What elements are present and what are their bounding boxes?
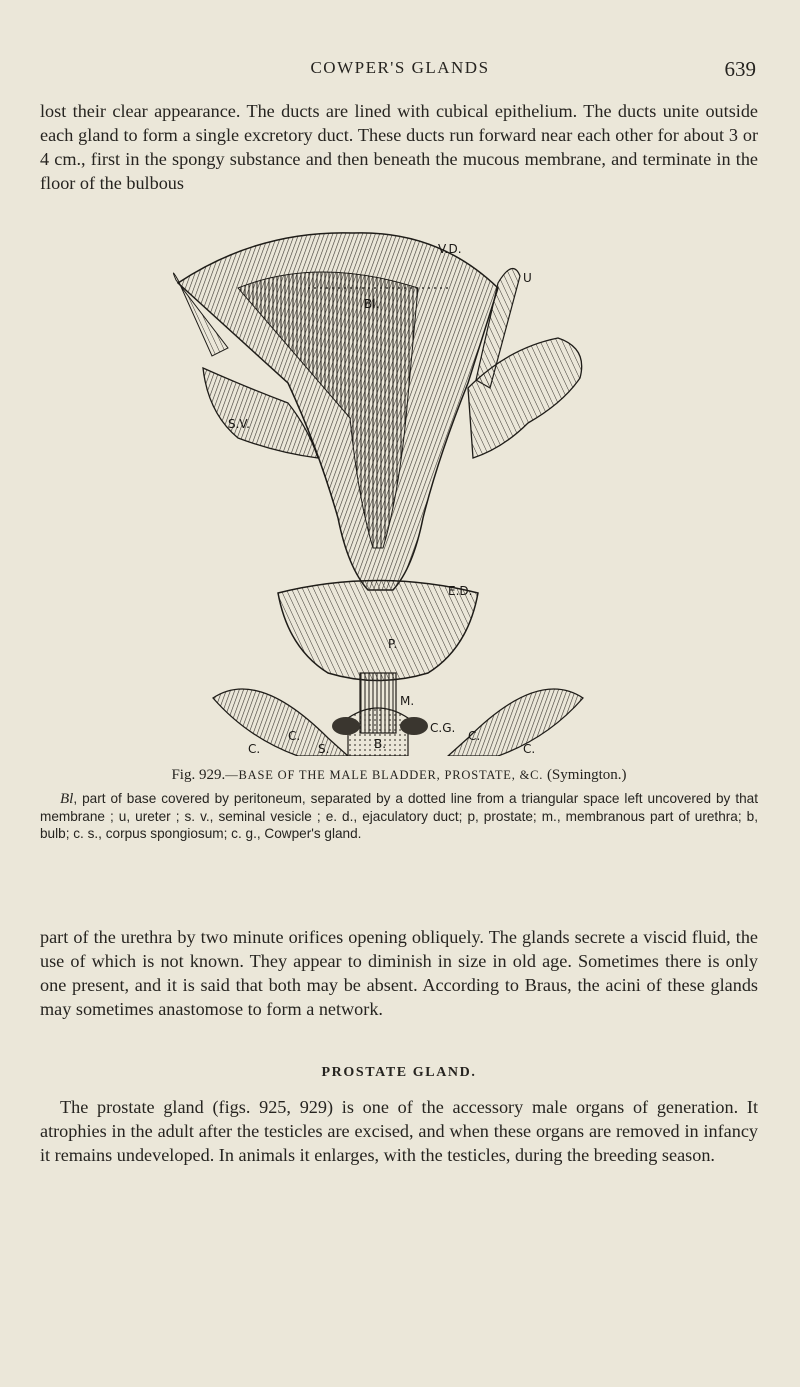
cowpers-gland-left [332,717,360,735]
page-number: 639 [724,57,756,81]
label-c-right: C. [523,742,536,756]
figure-source: (Symington.) [546,767,627,783]
figure-caption-title [40,767,758,784]
running-head [40,58,760,84]
label-c-left: C. [248,742,261,756]
paragraph-urethra: part of the urethra by two minute orifices opening obliquely. The glands secrete a viscid fluid, the use of which is not known. They appear to diminish in size in old age. Sometimes there is only one present, and it is said that both may be absent. According to Braus, the acini of these glands may sometimes anastomose to form a network. [40,927,758,1019]
figure-caption-body [40,790,758,842]
figure-929-illustration [168,218,628,756]
label-s: S. [318,742,330,756]
label-u: U [523,271,532,285]
paragraph-prostate: The prostate gland (figs. 925, 929) is one of the accessory male organs of generation. It atrophies in the adult after the testicles are excised, and when these organs are removed in infancy it remains undeveloped. In animals it enlarges, with the testicles, during the breeding season. [40,1097,758,1165]
caption-lead-term: Bl [60,791,74,807]
label-cg: C.G. [430,721,456,735]
figure-number: Fig. 929. [171,767,226,783]
label-ed: E.D. [448,584,473,598]
label-c-mid1: C. [288,729,301,743]
paragraph-cowpers-ducts: lost their clear appearance. The ducts are lined with cubical epithelium. The ducts unite outside each gland to form a single excretory duct. These ducts run forward near each other for about 3 or 4 cm., first in the spongy substance and then beneath the mucous membrane, and terminate in the floor of the bulbous [40,101,758,193]
label-b: B. [374,737,387,751]
anatomical-drawing [168,218,628,756]
running-title: COWPER'S GLANDS [310,58,490,77]
label-bl: Bl. [364,297,380,311]
label-c-mid2: C. [468,729,481,743]
figure-title: —BASE OF THE MALE BLADDER, PROSTATE, &C. [225,768,544,782]
label-m: M. [400,694,415,708]
crus-right [448,689,583,756]
label-vd: V.D. [438,242,462,256]
section-heading: PROSTATE GLAND. [321,1065,477,1080]
label-p: P. [388,637,398,651]
label-sv: S.V. [228,417,250,431]
caption-text: , part of base covered by peritoneum, separated by a dotted line from a triangular space left uncovered by that membrane ; u, ureter ; s. v., seminal vesicle ; e. d., ejaculatory duct; p, prostate; m., membranous part of urethra; b, bulb; c. s., corpus spongiosum; c. g., Cowper's gland. [40,791,758,841]
cowpers-gland-right [400,717,428,735]
